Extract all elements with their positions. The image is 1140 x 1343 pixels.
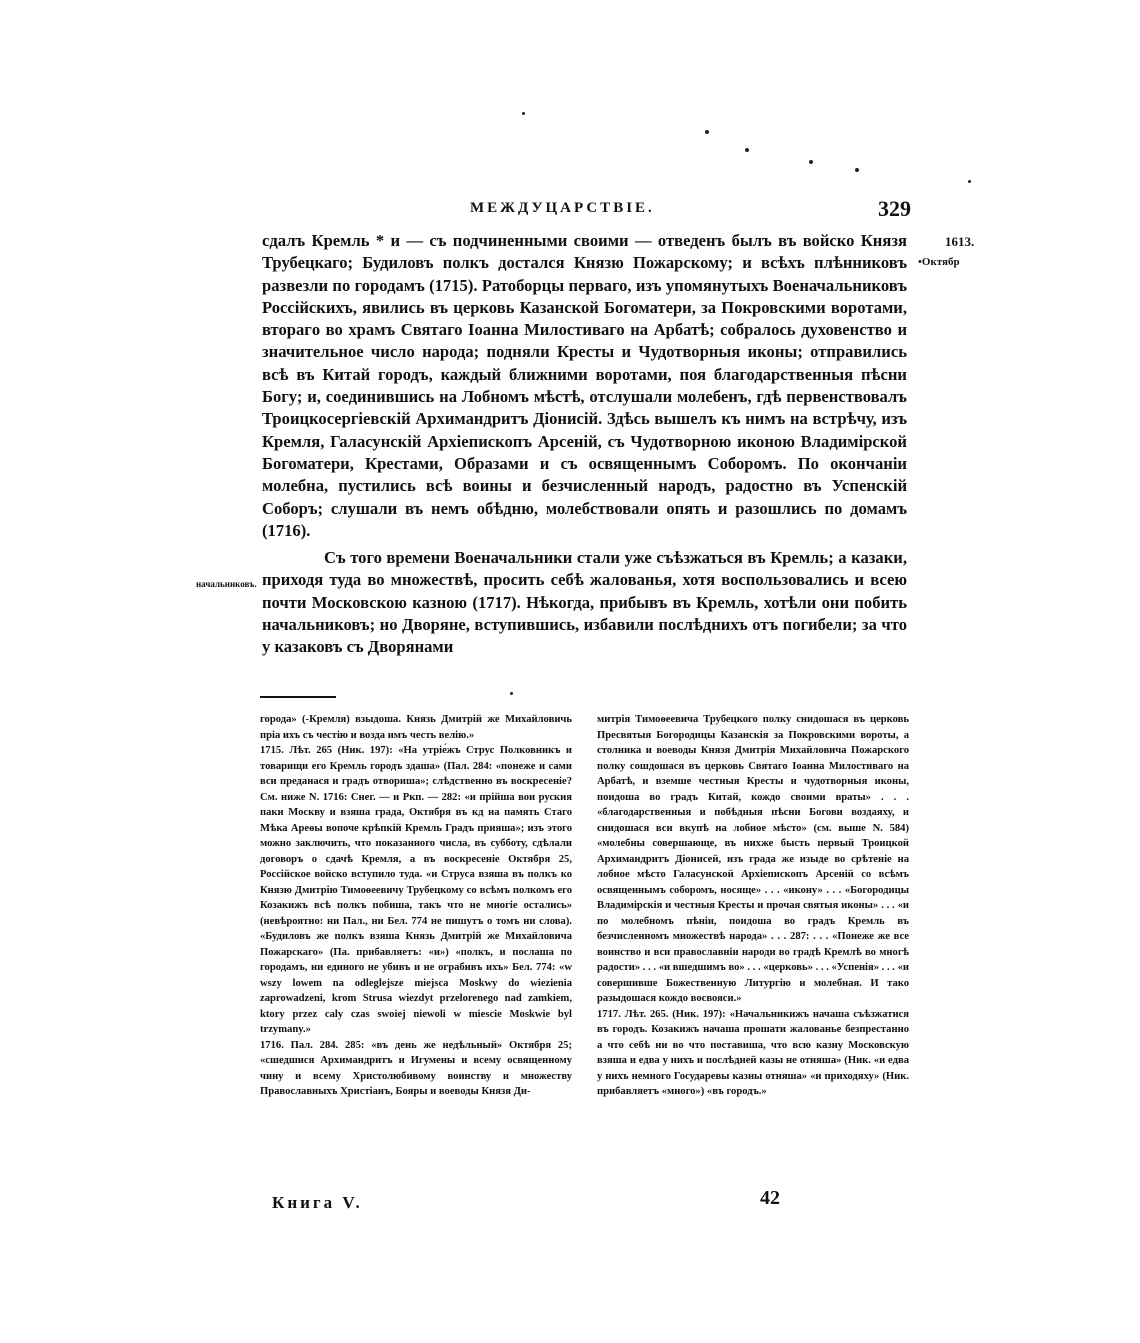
footnotes-right-column — [597, 712, 909, 1100]
footnotes-left-column — [260, 712, 572, 1100]
running-head: МЕЖДУЦАРСТВІЕ. — [470, 200, 655, 216]
left-margin-note: начальниковъ. — [196, 579, 257, 589]
signature-number: 42 — [760, 1187, 780, 1209]
footnote-1715: 1715. Лѣт. 265 (Ник. 197): «На утріе́жъ Струс Полковникъ и товарищи его Кремль городъ здаша» (Пал. 284: «понеже и сами вси преданася и градъ отвориша»; слѣдственно въ воскресеніе? См. ниже N. 1716: Снег. — и Ркп. — 282: «и прійша вои руския паки Москву и взяша града, Октября въ кд на память Стаго Мѣка Ареѳы вопоче крѣпкій Кремль Градъ прияша»; изъ этого можно заключить, что показанного числа, въ субботу, сдѣлали договоръ о сдачѣ Кремля, а въ воскресеніе Октября 25, Россійское войско вступило туда. «и Струса взяша въ полкъ ко Князю Дмитрію Тимоѳеевичу Трубецкому со всѣмъ полкомъ его Козакижъ всѣ полкъ побиша, такъ что не многіе остались» (невѣроятно: ни Пал., ни Бел. 774 не пишутъ о томъ ни слова). «Будиловъ же полкъ взяша Князь Дмитрій же Михайловича Пожарскаго» (Па. прибавляетъ: «и») «полкъ, и послаша по городамъ, ни единого не убивъ и не ограбивъ ихъ» Бел. 774: «w wszy lowem na odleglejsze miejsca Moskwy do wiezienia zaprowadzeni, krom Strusa wiezdyt przelorenego nad zamkiem, ktory przez caly czas swoiej niewoli w miescie Moskwie byl trzymany.» — [260, 745, 572, 1035]
footnote-1716-continued: митрія Тимоѳеевича Трубецкого полку снидошася въ церковь Пресвятыя Богородицы Казанскія за Покровскими вороты, а столника и воеводы Князя Дмитрія Михайловича Пожарского полку сошдошася въ церковь Святаго Іоанна Милостиваго на Арбатѣ, и вземше честныя Кресты и чудотворныя иконы, поидоша во градъ Китай, кождо своими враты» . . . «благодарственныя и побѣдныя пѣсни Богови воздаяху, и снидошася вси вкупѣ на лобное мѣсто» (см. выше N. 584) «молебны совершающе, въ нихже бысть первый Троицкой Архимандритъ Діонисей, изъ града же изыде во срѣтеніе на лобное мѣсто Галасунской Архіепископъ Арсеній со всѣмъ освященнымъ соборомъ, носяще» . . . «икону» . . . «Богородицы Владимірскія и честныя Кресты и прочая святыя иконы» . . . «и по молебномъ пѣніи, поидоша во градъ Кремль въ безчисленномъ множествѣ народа» . . . 287: . . . «Понеже же все воинство и вси православніи народи во градѣ Кремлѣ во многѣ радости» . . . «и вшедшимъ во» . . . «церковь» . . . «Успенія» . . . «и совершивше Божественную Литургію и молебная. И тако разыдошася кождо восвояси.» — [597, 714, 909, 1004]
book-signature: Книга V. — [272, 1193, 363, 1212]
footnote-paragraph: города» (-Кремля) взыдоша. Князь Дмитрій же Михайловичь пріа ихъ съ честію и возда имъ честь велію.» — [260, 714, 572, 741]
footnote-1716: 1716. Пал. 284. 285: «въ день же недѣльный» Октября 25; «сшедшися Архимандритъ и Игумены и всему освященному чину и всему Христолюбивому воинству и множеству Православныхъ Христіанъ, Бояры и воеводы Князя Ди- — [260, 1039, 572, 1097]
main-text — [262, 230, 907, 659]
footnote-1717: 1717. Лѣт. 265. (Ник. 197): «Начальникижъ начаша съѣзжатися въ городъ. Козакижъ начаша прошати жалованье безпрестанно а что себѣ ни во что поставиша, что всю казну Московскую взяша и едва у нихъ и послѣдней казы не отняша» (Ник. «и едва у нихъ немного Государевы казны отняша» «и приходяху» (Ник. прибавляетъ «много») «въ городъ.» — [597, 1008, 909, 1097]
footnote-rule — [260, 696, 336, 698]
main-paragraph-2: Съ того времени Военачальники стали уже съѣзжаться въ Кремль; а казаки, приходя туда во множествѣ, просить себѣ жалованья, хотя воспользовались и всею почти Московскою казною (1717). Нѣкогда, прибывъ въ Кремль, хотѣли они побить начальниковъ; но Дворяне, вступившись, избавили послѣднихъ отъ погибели; за что у казаковъ съ Дворянами — [262, 548, 907, 657]
main-paragraph-1: сдалъ Кремль * и — съ подчиненными своими — отведенъ былъ въ войско Князя Трубецкаго; Будиловъ полкъ достался Князю Пожарскому; и всѣхъ плѣнниковъ развезли по городамъ (1715). Ратоборцы перваго, изъ упомянутыхъ Военачальниковъ Россійскихъ, явились въ церковь Казанской Богоматери, за Покровскими воротами, вторагo во храмъ Святаго Іоанна Милостиваго на Арбатѣ; собралось духовенство и значительное число народа; подняли Кресты и Чудотворныя иконы; отправились всѣ въ Китай городъ, каждый ближними воротами, поя благодарственныя пѣсни Богу; и, соединившись на Лобномъ мѣстѣ, отслушали молебенъ, гдѣ первенствовалъ Троицкосергіевскій Архимандритъ Діонисій. Здѣсь вышелъ къ нимъ на встрѣчу, изъ Кремля, Галасунскій Архіепископъ Арсеній, съ Чудотворною иконою Владимірской Богоматери, Крестами, Образами и съ освященнымъ Соборомъ. По окончаніи молебна, пустились всѣ воины и безчисленный народъ, радостно въ Успенскій Соборъ; слушали въ немъ обѣдню, молебствовали опять и разошлись по домамъ (1716). — [262, 231, 907, 540]
margin-month: •Октябр — [918, 256, 960, 268]
margin-year: 1613. — [945, 234, 975, 249]
page-number: 329 — [878, 196, 911, 221]
